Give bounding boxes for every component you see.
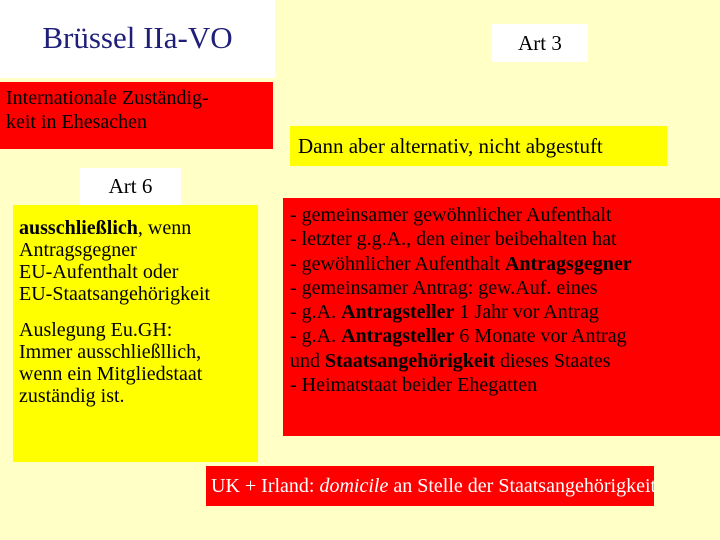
eugh-line-1: Auslegung Eu.GH: (19, 319, 173, 341)
ground-5-text-a: - g.A. (290, 301, 342, 324)
topic-line-2: keit in Ehesachen (6, 111, 148, 133)
exclusive-keyword: ausschließlich (19, 217, 138, 239)
ground-4: - gemeinsamer Antrag: gew.Auf. eines (290, 276, 598, 299)
art6-label-box (80, 168, 181, 205)
exclusive-line-4: EU-Staatsangehörigkeit (19, 283, 211, 305)
exclusivity-box (13, 205, 258, 462)
eugh-line-4: zuständig ist. (19, 385, 125, 407)
eugh-paragraph (19, 319, 252, 407)
art3-label-box (492, 24, 588, 62)
topic-line-1: Internationale Zuständig- (6, 87, 209, 109)
exclusive-line-2: Antragsgegner (19, 239, 137, 261)
topic-box (0, 82, 273, 149)
ground-7 (290, 349, 713, 373)
ground-6 (290, 324, 713, 348)
uk-ireland-text-a: UK + Irland: (211, 475, 320, 497)
title-box (0, 0, 275, 78)
domicile-term: domicile (319, 475, 389, 497)
exclusivity-paragraph (19, 217, 252, 305)
ground-6-text-c: 6 Monate vor Antrag (454, 325, 627, 348)
ground-5 (290, 300, 713, 324)
ground-5-bold: Antragsteller (341, 301, 455, 324)
art3-label: Art 3 (518, 31, 562, 55)
ground-7-text-c: dieses Staates (495, 349, 611, 372)
ground-8: - Heimatstaat beider Ehegatten (290, 374, 538, 397)
page-title: Brüssel IIa-VO (42, 20, 233, 55)
ground-5-text-c: 1 Jahr vor Antrag (454, 301, 599, 324)
alternative-text: Dann aber alternativ, nicht abgestuft (298, 134, 603, 158)
alternative-box (290, 126, 667, 166)
eugh-line-3: wenn ein Mitgliedstaat (19, 363, 203, 385)
ground-1: - gemeinsamer gewöhnlicher Aufenthalt (290, 204, 612, 226)
ground-6-text-a: - g.A. (290, 325, 342, 348)
art6-label: Art 6 (108, 174, 153, 198)
eugh-line-2: Immer ausschließllich, (19, 341, 202, 363)
ground-2: - letzter g.g.A., den einer beibehalten hat (290, 228, 617, 251)
ground-7-text-a: und (290, 349, 325, 372)
uk-ireland-box (206, 466, 657, 506)
exclusive-line-3: EU-Aufenthalt oder (19, 261, 179, 283)
exclusive-rest: , wenn (137, 217, 192, 239)
uk-ireland-text-c: an Stelle der Staatsangehörigkeit (388, 475, 657, 497)
ground-3 (290, 252, 713, 276)
ground-7-bold: Staatsangehörigkeit (325, 349, 495, 372)
grounds-list-box (283, 198, 720, 436)
ground-3-text: - gewöhnlicher Aufenthalt (290, 252, 505, 275)
ground-6-bold: Antragsteller (341, 325, 455, 348)
ground-3-bold: Antragsgegner (504, 252, 632, 275)
